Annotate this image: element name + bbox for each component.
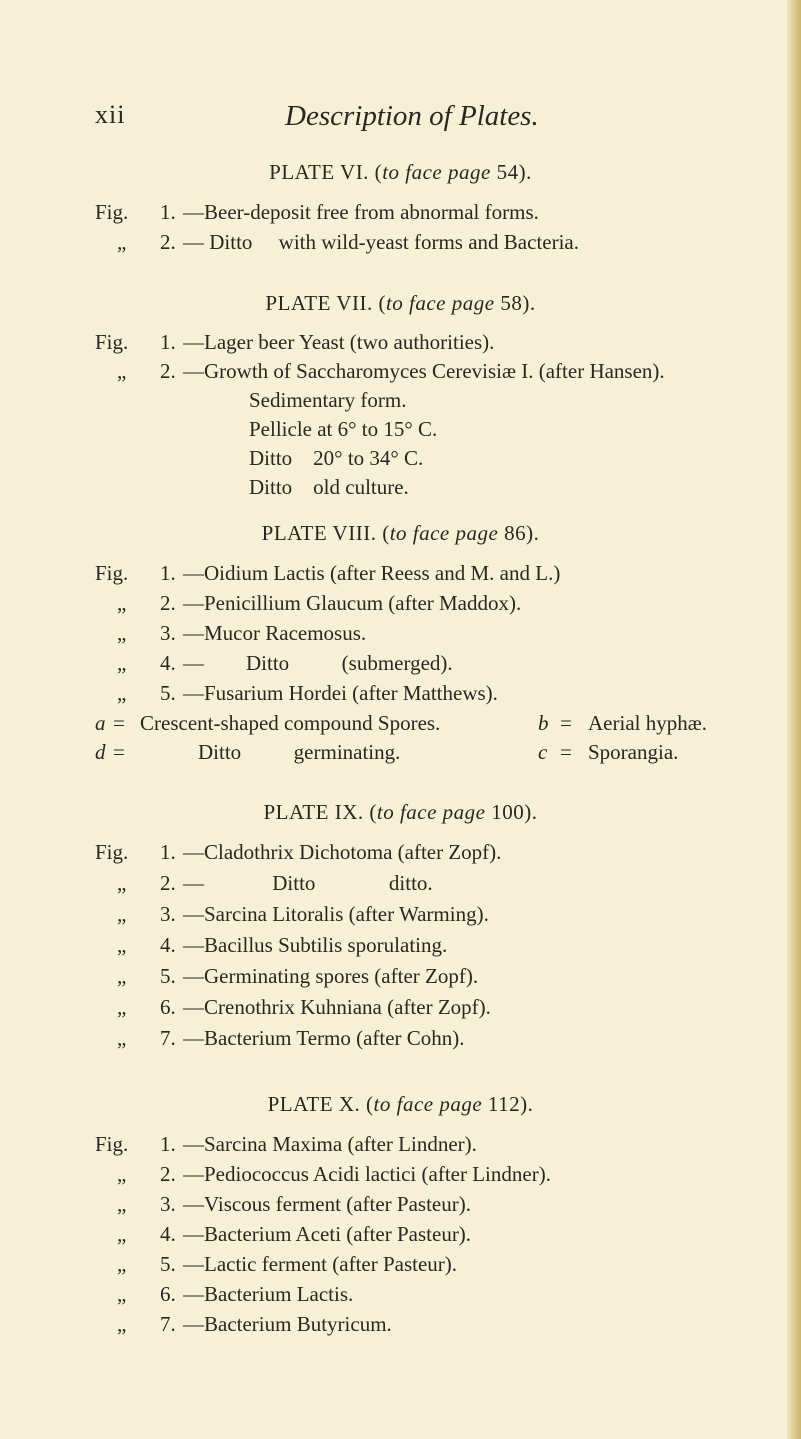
plate-heading: PLATE VI. (to face page 54). — [269, 160, 532, 184]
plate-heading: PLATE VII. (to face page 58). — [265, 291, 536, 315]
plate-heading: PLATE VIII. (to face page 86). — [261, 521, 540, 545]
page-edge — [787, 0, 801, 1439]
plate-heading: PLATE X. (to face page 112). — [267, 1092, 534, 1116]
page-number: xii — [95, 100, 126, 129]
plate-heading: PLATE IX. (to face page 100). — [263, 800, 538, 824]
page-title: Description of Plates. — [285, 100, 539, 132]
running-head — [95, 100, 735, 140]
